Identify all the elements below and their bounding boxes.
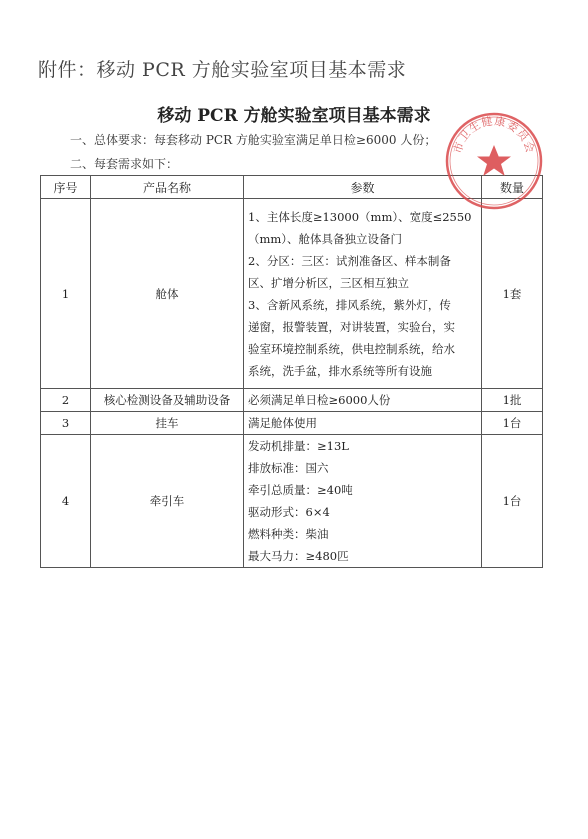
seal-text: 市卫生健康委员会	[451, 114, 537, 155]
param-line: 2、分区：三区：试剂准备区、样本制备	[248, 253, 451, 268]
document-title: 移动 PCR 方舱实验室项目基本需求	[157, 106, 431, 126]
table-row	[41, 389, 543, 412]
attachment-title: 附件：移动 PCR 方舱实验室项目基本需求	[38, 59, 407, 81]
row-index: 1	[41, 199, 91, 389]
row-product-name: 挂车	[91, 412, 244, 435]
param-line: 区、扩增分析区，三区相互独立	[248, 275, 409, 290]
param-line: 牵引总质量：≥40吨	[248, 483, 353, 497]
row-params	[244, 199, 482, 389]
row-params	[244, 435, 482, 568]
row-params	[244, 412, 482, 435]
param-line: 3、含新风系统，排风系统，紫外灯，传	[248, 297, 451, 312]
seal-star-icon	[477, 145, 511, 176]
param-line: 发动机排量：≥13L	[248, 439, 349, 453]
row-product-name: 牵引车	[91, 435, 244, 568]
header-product-name: 产品名称	[91, 176, 244, 199]
header-params: 参数	[244, 176, 482, 199]
row-quantity: 1台	[482, 412, 543, 435]
row-quantity: 1批	[482, 389, 543, 412]
table-row	[41, 435, 543, 568]
row-index: 3	[41, 412, 91, 435]
table-row	[41, 412, 543, 435]
requirements-table	[40, 175, 543, 568]
per-set-requirement-heading: 二、每套需求如下：	[70, 157, 179, 171]
param-line: （mm）、舱体具备独立设备门	[248, 231, 403, 246]
header-index: 序号	[41, 176, 91, 199]
param-line: 系统，洗手盆，排水系统等所有设施	[248, 363, 432, 378]
param-line: 必须满足单日检≥6000人份	[248, 393, 391, 407]
official-seal-stamp	[444, 111, 544, 211]
row-quantity: 1台	[482, 435, 543, 568]
overall-requirement: 一、总体要求：每套移动 PCR 方舱实验室满足单日检≥6000 人份；	[70, 133, 437, 147]
param-line: 1、主体长度≥13000（mm）、宽度≤2550	[248, 209, 472, 224]
row-product-name: 舱体	[91, 199, 244, 389]
param-line: 排放标准：国六	[248, 461, 329, 475]
row-quantity: 1套	[482, 199, 543, 389]
param-line: 驱动形式：6×4	[248, 505, 330, 519]
row-index: 2	[41, 389, 91, 412]
param-line: 燃料种类：柴油	[248, 527, 329, 541]
row-index: 4	[41, 435, 91, 568]
row-params	[244, 389, 482, 412]
param-line: 最大马力：≥480匹	[248, 549, 349, 563]
row-product-name: 核心检测设备及辅助设备	[91, 389, 244, 412]
param-line: 递窗，报警装置，对讲装置，实验台，实	[248, 319, 455, 334]
param-line: 满足舱体使用	[248, 416, 317, 430]
header-quantity: 数量	[482, 176, 543, 199]
table-row	[41, 199, 543, 389]
param-line: 验室环境控制系统，供电控制系统，给水	[248, 341, 455, 356]
